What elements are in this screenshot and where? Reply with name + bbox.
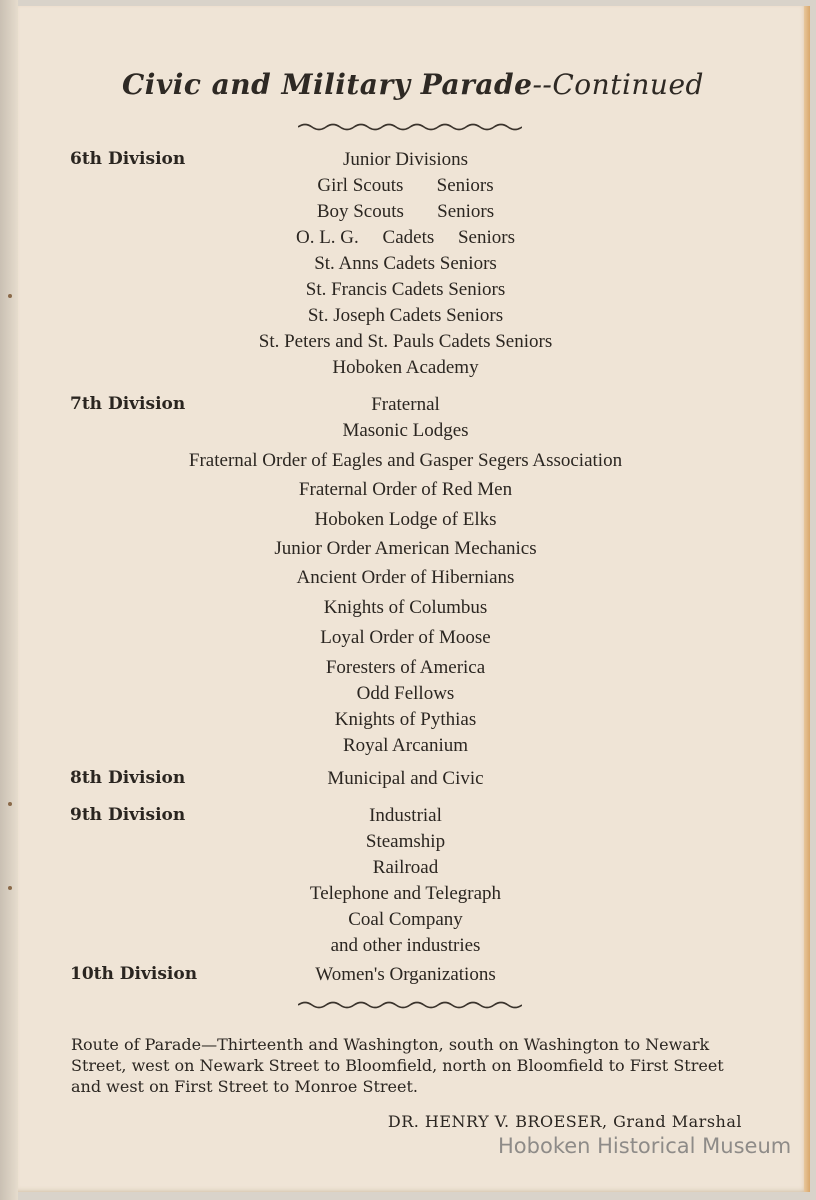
- section-wave-divider: [298, 1000, 522, 1010]
- division-entry: Knights of Pythias: [334, 709, 477, 730]
- division-entry: Coal Company: [348, 909, 463, 930]
- division-entry: Fraternal: [371, 394, 440, 415]
- division-entry: Loyal Order of Moose: [320, 627, 491, 648]
- grand-marshal-signature: DR. HENRY V. BROESER, Grand Marshal: [387, 1112, 742, 1131]
- division-entry: Ancient Order of Hibernians: [296, 567, 515, 588]
- page-title: [18, 68, 808, 101]
- division-entry: Fraternal Order of Eagles and Gasper Segers Association: [188, 450, 623, 471]
- division-entry: Fraternal Order of Red Men: [298, 479, 513, 500]
- division-entry: Masonic Lodges: [342, 420, 469, 441]
- division-entry: Hoboken Academy: [332, 357, 479, 378]
- program-page: [18, 6, 808, 1192]
- division-entry: Telephone and Telegraph: [309, 883, 502, 904]
- division-label-10: 10th Division: [70, 964, 198, 984]
- division-entry: Royal Arcanium: [342, 735, 469, 756]
- division-entry: Junior Divisions: [342, 149, 469, 170]
- division-label-6: 6th Division: [70, 149, 186, 169]
- title-suffix: --Continued: [532, 68, 704, 101]
- division-entry: St. Francis Cadets Seniors: [305, 279, 506, 300]
- division-entry: Knights of Columbus: [323, 597, 488, 618]
- division-entry: St. Joseph Cadets Seniors: [307, 305, 504, 326]
- division-entry: O. L. G. Cadets Seniors: [295, 227, 515, 248]
- division-entry: Junior Order American Mechanics: [274, 538, 537, 559]
- spine-mark: [8, 802, 12, 806]
- division-entry: Industrial: [369, 805, 442, 826]
- division-entry: St. Peters and St. Pauls Cadets Seniors: [258, 331, 553, 352]
- division-label-7: 7th Division: [70, 394, 186, 414]
- division-label-9: 9th Division: [70, 805, 186, 825]
- division-entry: Foresters of America: [325, 657, 486, 678]
- division-entry: Girl Scouts Seniors: [317, 175, 494, 196]
- page-spine: [0, 0, 18, 1200]
- division-label-8: 8th Division: [70, 768, 186, 788]
- division-entry: Boy Scouts Seniors: [316, 201, 495, 222]
- spine-mark: [8, 294, 12, 298]
- division-entry: Women's Organizations: [315, 964, 496, 985]
- museum-watermark: Hoboken Historical Museum: [498, 1134, 792, 1158]
- page-edge: [804, 6, 810, 1192]
- title-wave-divider: [298, 122, 522, 132]
- division-entry: Municipal and Civic: [327, 768, 484, 789]
- division-entry: Odd Fellows: [356, 683, 455, 704]
- parade-route-text: Route of Parade—Thirteenth and Washington, south on Washington to Newark Street, west on Newark Street to Bloomfield, north on Bloomfield to First Street and west on First Street to Monroe Street.: [71, 1035, 724, 1096]
- division-entry: Steamship: [365, 831, 446, 852]
- division-entry: Hoboken Lodge of Elks: [314, 509, 497, 530]
- division-entry: St. Anns Cadets Seniors: [314, 253, 497, 274]
- title-main: Civic and Military Parade: [122, 68, 533, 101]
- division-entry: Railroad: [372, 857, 439, 878]
- spine-mark: [8, 886, 12, 890]
- division-entry: and other industries: [330, 935, 481, 956]
